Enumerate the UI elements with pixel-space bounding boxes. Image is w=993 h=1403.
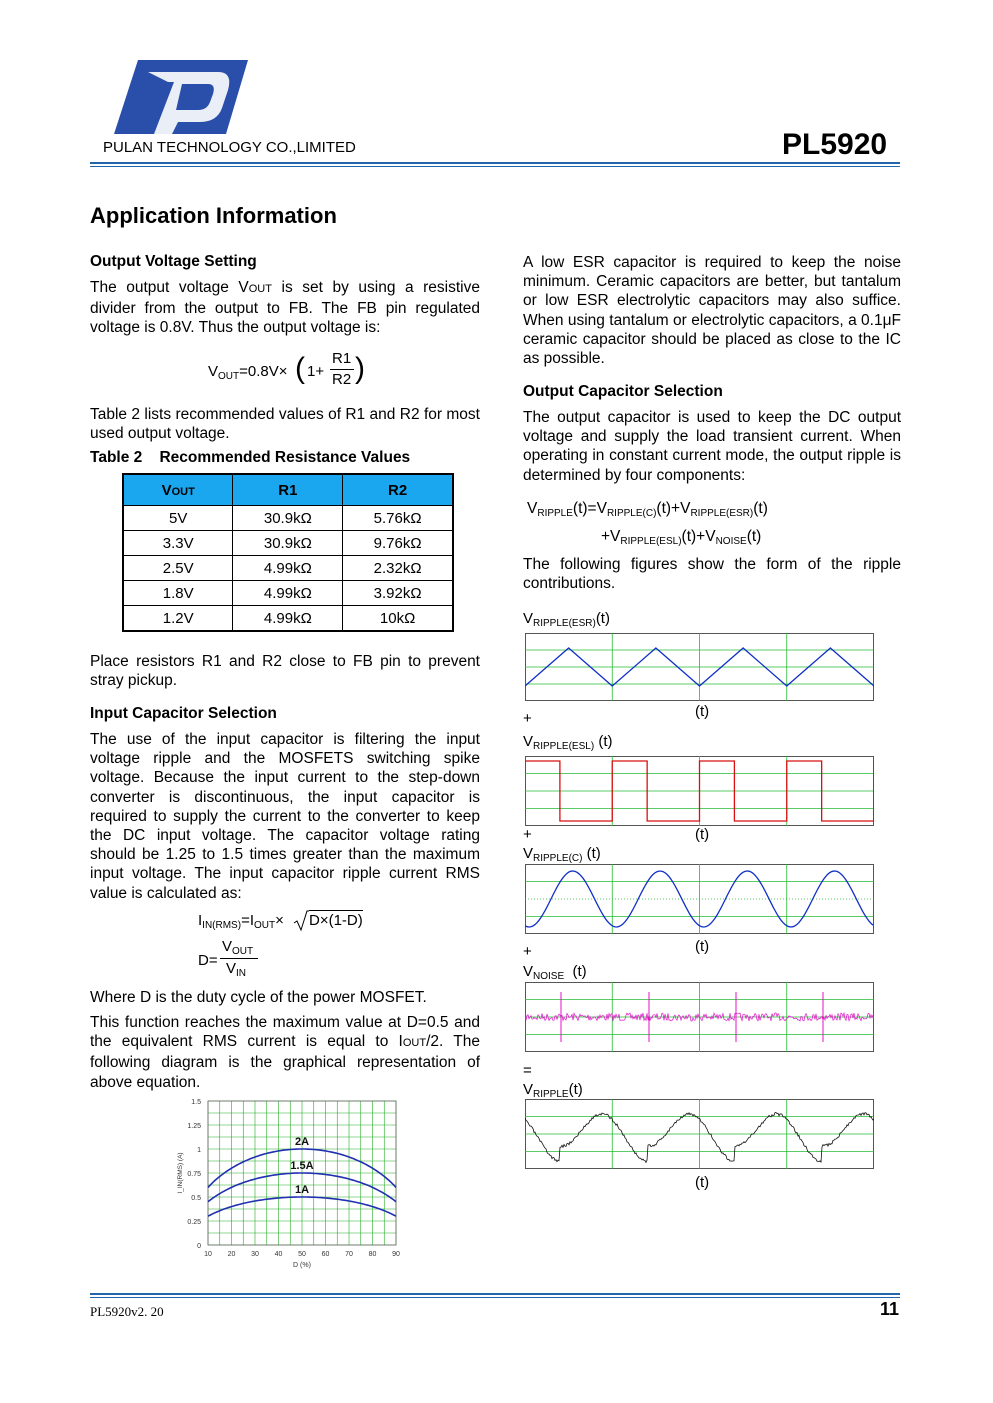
part-number: PL5920 — [782, 128, 888, 161]
table-cell: 3.3V — [123, 531, 233, 556]
table-cell: 4.99kΩ — [233, 581, 343, 606]
table-cell: 2.5V — [123, 556, 233, 581]
table-row — [123, 556, 453, 581]
table-header-vout: VOUT — [123, 474, 233, 506]
table-cell: 9.76kΩ — [343, 531, 453, 556]
x-tick-label: 30 — [251, 1251, 259, 1258]
plus-sign: + — [523, 826, 532, 843]
table-row — [123, 506, 453, 531]
y-tick-label: 1.25 — [187, 1123, 201, 1130]
x-tick-label: 50 — [298, 1251, 306, 1258]
label-ripple-total: $V_{RIPPLE}(t)$ — [523, 1081, 583, 1100]
output-capacitor-heading: Output Capacitor Selection — [523, 383, 723, 400]
x-tick-label: 20 — [227, 1251, 236, 1258]
table-row — [123, 531, 453, 556]
table-cell: 2.32kΩ — [343, 556, 453, 581]
time-label: (t) — [695, 938, 710, 955]
table-caption: Table 2 Recommended Resistance Values — [90, 449, 411, 466]
y-tick-label: 0.25 — [187, 1219, 201, 1226]
series-label: 1A — [294, 1184, 310, 1196]
table-cell: 1.2V — [123, 606, 233, 632]
y-tick-label: 0 — [197, 1243, 201, 1250]
company-logo — [108, 52, 248, 144]
label-ripple-c: $V_{RIPPLE(C)}$ (t) — [523, 845, 601, 864]
table-cell: 5.76kΩ — [343, 506, 453, 531]
ripple-total-waveform — [525, 1099, 874, 1169]
x-axis-label: D (%) — [293, 1262, 311, 1269]
low-esr-paragraph: A low ESR capacitor is required to keep the noise minimum. Ceramic capacitors are better, but tantalum or low ESR electrolytic capacitors may also suffice. When using tantalum or electrolytic capacitors, a 0.1μF ceramic capacitor should be placed as close to the IC as possible. — [523, 254, 901, 368]
company-name: PULAN TECHNOLOGY CO.,LIMITED — [103, 139, 356, 156]
ripple-esl-waveform — [525, 756, 874, 826]
label-noise: $V_{NOISE}$ (t) — [523, 963, 587, 982]
duty-cycle-paragraph: Where D is the duty cycle of the power MOSFET. — [90, 989, 427, 1006]
input-capacitor-paragraph: The use of the input capacitor is filtering the input voltage ripple and the MOSFETS switching spike voltage. Because the input current to the step-down converter is discontinuous, the input capacitor is required to supply the current to the converter to keep the DC input voltage. The capacitor voltage rating should be 1.25 to 1.5 times greater than the maximum input voltage. The input capacitor ripple current RMS value is calculated as: — [90, 731, 480, 902]
plus-sign: + — [523, 710, 532, 727]
table-cell: 30.9kΩ — [233, 506, 343, 531]
y-axis-label: I_IN(RMS) (A) — [177, 1152, 184, 1194]
x-tick-label: 10 — [204, 1251, 212, 1258]
footer-rule — [90, 1293, 900, 1295]
irms-vs-duty-chart — [170, 1095, 410, 1280]
ripple-equation-line2: $+V_{RIPPLE(ESL)}(t)+V_{NOISE}(t)$ — [601, 528, 762, 547]
table-row — [123, 606, 453, 632]
table-intro: Table 2 lists recommended values of R1 and R2 for most used output voltage. — [90, 406, 480, 443]
section-title: Application Information — [90, 203, 337, 228]
series-label: 2A — [294, 1136, 310, 1148]
max-value-paragraph: This function reaches the maximum value at D=0.5 and the equivalent RMS current is equal to IOUT/2. The following diagram is the graphical representation of above equation. — [90, 1014, 481, 1091]
output-voltage-paragraph: The output voltage VOUT is set by using a resistive divider from the output to FB. The FB pin regulated voltage is 0.8V. Thus the output voltage is: — [90, 279, 480, 337]
x-tick-label: 90 — [392, 1251, 400, 1258]
footer-rule-thin — [90, 1297, 900, 1298]
table-cell: 30.9kΩ — [233, 531, 343, 556]
series-label: 1.5A — [290, 1160, 314, 1172]
x-tick-label: 40 — [274, 1251, 283, 1258]
table-cell: 3.92kΩ — [343, 581, 453, 606]
place-resistors-paragraph: Place resistors R1 and R2 close to FB pin to prevent stray pickup. — [90, 653, 480, 690]
x-tick-label: 70 — [345, 1251, 353, 1258]
y-tick-label: 0.5 — [191, 1195, 201, 1202]
y-tick-label: 1 — [197, 1147, 201, 1154]
figures-paragraph: The following figures show the form of the ripple contributions. — [523, 556, 901, 593]
table-cell: 1.8V — [123, 581, 233, 606]
irms-equation: $I_{IN(RMS)}=I_{OUT}\times$ D×(1-D) — [198, 912, 363, 931]
table-cell: 10kΩ — [343, 606, 453, 632]
table-header-r2: R2 — [343, 474, 453, 506]
y-tick-label: 0.75 — [187, 1171, 201, 1178]
resistance-table — [122, 473, 454, 632]
header-rule-thin — [90, 166, 900, 167]
input-capacitor-heading: Input Capacitor Selection — [90, 705, 277, 722]
table-row — [123, 581, 453, 606]
duty-equation: D= $V_{OUT}$ $V_{IN}$ — [198, 938, 298, 984]
time-label: (t) — [695, 703, 710, 720]
x-tick-label: 80 — [368, 1251, 377, 1258]
table-header-r1: R1 — [233, 474, 343, 506]
label-ripple-esr: $V_{RIPPLE(ESR)}(t)$ — [523, 610, 610, 629]
output-voltage-heading: Output Voltage Setting — [90, 253, 257, 270]
plus-sign: + — [523, 943, 532, 960]
time-label: (t) — [695, 826, 710, 843]
ripple-esr-waveform — [525, 633, 874, 701]
table-cell: 4.99kΩ — [233, 606, 343, 632]
output-capacitor-paragraph: The output capacitor is used to keep the DC output voltage and supply the load transient current. When operating in constant current mode, the output ripple is determined by four components: — [523, 409, 901, 484]
table-cell: 4.99kΩ — [233, 556, 343, 581]
y-tick-label: 1.5 — [191, 1099, 201, 1106]
version-label: PL5920v2. 20 — [90, 1304, 164, 1319]
page-number: 11 — [880, 1299, 900, 1319]
ripple-cap-waveform — [525, 864, 874, 934]
ripple-equation-line1: $V_{RIPPLE}(t)=V_{RIPPLE(C)}(t)+V_{RIPPLE(ESR)}(t)$ — [527, 500, 768, 519]
x-tick-label: 60 — [321, 1251, 330, 1258]
table-cell: 5V — [123, 506, 233, 531]
noise-waveform — [525, 982, 874, 1052]
header-rule — [90, 162, 900, 164]
equals-sign: = — [523, 1062, 532, 1079]
time-label: (t) — [695, 1174, 710, 1191]
table-header-row — [123, 474, 453, 506]
label-ripple-esl: $V_{RIPPLE(ESL)}$ (t) — [523, 733, 613, 752]
